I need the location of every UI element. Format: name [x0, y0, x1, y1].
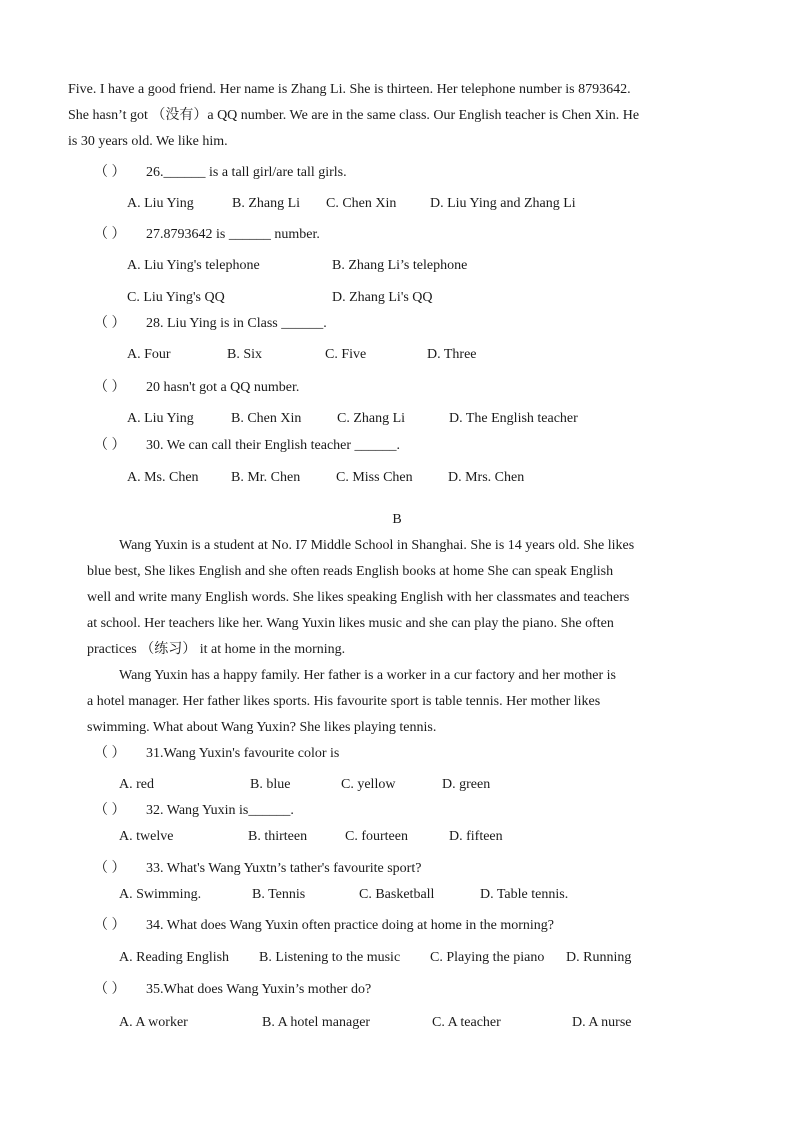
option-b[interactable]: B. thirteen [248, 829, 308, 844]
question-26 [94, 164, 347, 182]
option-a[interactable]: A. Reading English [119, 950, 230, 965]
option-b[interactable]: B. Listening to the music [259, 950, 401, 965]
question-28-options [0, 346, 794, 364]
passage-b-line: at school. Her teachers like her. Wang Yuxin likes music and she can play the piano. She often [87, 616, 614, 631]
option-a[interactable]: A. red [119, 777, 154, 792]
answer-blank[interactable]: （ ） [94, 227, 126, 242]
passage-b-line: Wang Yuxin has a happy family. Her father is a worker in a cur factory and her mother is [119, 668, 616, 683]
question-29-options [0, 410, 794, 428]
passage-b-line: blue best, She likes English and she often reads English books at home She can speak English [87, 564, 614, 579]
passage-a-line: Five. I have a good friend. Her name is Zhang Li. She is thirteen. Her telephone number is 8793642. [68, 82, 631, 97]
option-c[interactable]: C. Zhang Li [337, 411, 406, 426]
passage-a-line: She hasn’t got （没有）a QQ number. We are in the same class. Our English teacher is Chen Xin. He [68, 108, 640, 123]
answer-blank[interactable]: （ ） [94, 438, 126, 453]
option-b[interactable]: B. Mr. Chen [231, 470, 301, 485]
option-c[interactable]: C. Five [325, 347, 367, 362]
option-c[interactable]: C. Basketball [359, 887, 435, 902]
option-d[interactable]: D. Three [427, 347, 477, 362]
question-32-options [0, 828, 794, 846]
option-c[interactable]: C. yellow [341, 777, 396, 792]
option-b[interactable]: B. blue [250, 777, 291, 792]
question-33 [94, 860, 421, 878]
option-a[interactable]: A. Four [127, 347, 171, 362]
option-a[interactable]: A. Swimming. [119, 887, 202, 902]
answer-blank[interactable]: （ ） [94, 746, 126, 761]
option-a[interactable]: A. Liu Ying [127, 411, 194, 426]
question-stem: 31.Wang Yuxin's favourite color is [146, 746, 340, 761]
option-d[interactable]: D. fifteen [449, 829, 503, 844]
question-29 [94, 379, 299, 397]
passage-b-line: well and write many English words. She likes speaking English with her classmates and teachers [87, 590, 630, 605]
option-c[interactable]: C. Miss Chen [336, 470, 413, 485]
answer-blank[interactable]: （ ） [94, 918, 126, 933]
question-27-options-row-1 [0, 257, 794, 275]
answer-blank[interactable]: （ ） [94, 380, 126, 395]
option-d[interactable]: D. The English teacher [449, 411, 578, 426]
option-c[interactable]: C. fourteen [345, 829, 408, 844]
question-stem: 34. What does Wang Yuxin often practice doing at home in the morning? [146, 918, 555, 933]
answer-blank[interactable]: （ ） [94, 803, 126, 818]
question-stem: 28. Liu Ying is in Class ______. [146, 316, 327, 331]
option-c[interactable]: C. Liu Ying's QQ [127, 290, 225, 305]
passage-b-line: Wang Yuxin is a student at No. I7 Middle School in Shanghai. She is 14 years old. She likes [119, 538, 635, 553]
passage-b-line: practices （练习） it at home in the morning. [87, 642, 346, 657]
option-b[interactable]: B. A hotel manager [262, 1015, 371, 1030]
question-34 [94, 917, 554, 935]
option-c[interactable]: C. Chen Xin [326, 196, 397, 211]
question-28 [94, 315, 327, 333]
question-31 [94, 745, 339, 763]
question-35-options [0, 1014, 794, 1032]
question-26-options [0, 195, 794, 213]
option-d[interactable]: D. green [442, 777, 491, 792]
question-32 [94, 802, 294, 820]
question-35 [94, 981, 371, 999]
question-27-options-row-2 [0, 289, 794, 307]
option-a[interactable]: A. twelve [119, 829, 174, 844]
section-heading: B [392, 512, 402, 527]
option-d[interactable]: D. Mrs. Chen [448, 470, 525, 485]
question-27 [94, 226, 320, 244]
option-a[interactable]: A. Liu Ying [127, 196, 194, 211]
answer-blank[interactable]: （ ） [94, 165, 126, 180]
answer-blank[interactable]: （ ） [94, 861, 126, 876]
passage-a-line: is 30 years old. We like him. [68, 134, 228, 149]
question-stem: 27.8793642 is ______ number. [146, 227, 320, 242]
option-d[interactable]: D. Liu Ying and Zhang Li [430, 196, 576, 211]
option-c[interactable]: C. A teacher [432, 1015, 501, 1030]
passage-b-line: a hotel manager. Her father likes sports. His favourite sport is table tennis. Her mother likes [87, 694, 601, 709]
question-stem: 30. We can call their English teacher ______. [146, 438, 401, 453]
option-a[interactable]: A. Liu Ying's telephone [127, 258, 260, 273]
question-stem: 26.______ is a tall girl/are tall girls. [146, 165, 347, 180]
question-30-options [0, 469, 794, 487]
option-d[interactable]: D. Table tennis. [480, 887, 569, 902]
option-b[interactable]: B. Tennis [252, 887, 306, 902]
option-b[interactable]: B. Chen Xin [231, 411, 302, 426]
option-b[interactable]: B. Zhang Li’s telephone [332, 258, 468, 273]
passage-b-line: swimming. What about Wang Yuxin? She likes playing tennis. [87, 720, 437, 735]
question-34-options [0, 949, 794, 967]
option-d[interactable]: D. Zhang Li's QQ [332, 290, 433, 305]
question-stem: 33. What's Wang Yuxtn’s tather's favourite sport? [146, 861, 422, 876]
question-31-options [0, 776, 794, 794]
question-30 [94, 437, 400, 455]
question-stem: 32. Wang Yuxin is______. [146, 803, 294, 818]
question-stem: 20 hasn't got a QQ number. [146, 380, 300, 395]
question-stem: 35.What does Wang Yuxin’s mother do? [146, 982, 372, 997]
answer-blank[interactable]: （ ） [94, 316, 126, 331]
option-b[interactable]: B. Six [227, 347, 263, 362]
option-a[interactable]: A. Ms. Chen [127, 470, 199, 485]
question-33-options [0, 886, 794, 904]
answer-blank[interactable]: （ ） [94, 982, 126, 997]
option-b[interactable]: B. Zhang Li [232, 196, 301, 211]
option-c[interactable]: C. Playing the piano [430, 950, 545, 965]
option-a[interactable]: A. A worker [119, 1015, 188, 1030]
option-d[interactable]: D. Running [566, 950, 632, 965]
option-d[interactable]: D. A nurse [572, 1015, 632, 1030]
